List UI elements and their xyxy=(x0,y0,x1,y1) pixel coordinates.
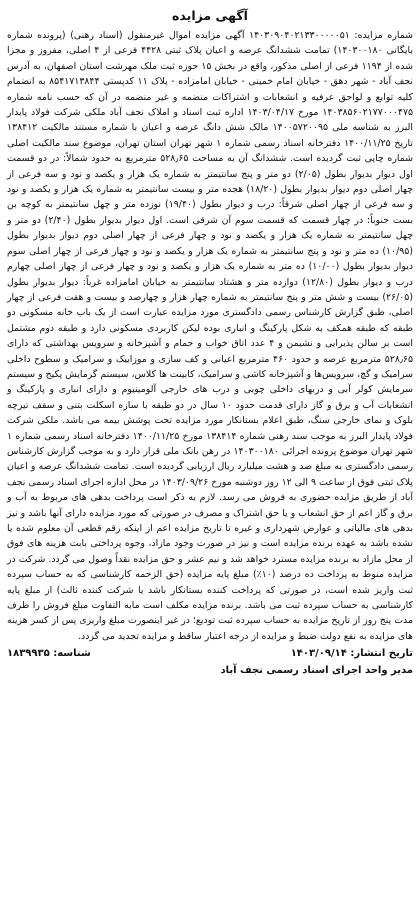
notice-id-value: ۱۸۳۹۹۳۵ xyxy=(7,648,50,660)
notice-signature: مدیر واحد اجرای اسناد رسمی نجف آباد xyxy=(220,665,413,677)
publish-date-value: ۱۴۰۳/۰۹/۱۴ xyxy=(290,648,347,660)
notice-body: شماره مزایده: ۱۴۰۳۰۹۰۴۰۲۱۳۳۰۰۰۰۰۵۱ آگهی مزایده اموال غیرمنقول (اسناد رهنی) (پرونده شماره بایگانی ۱۴۰۳۰۰۱۸۰) تمامت ششدانگ عرصه و اعیان پلاک ثبتی ۴۴۲۸ فرعی از ۴ اصلی، مفروز و مجزا شده از ۱۱۹۴ فرعی از اصلی مذکور، واقع در بخش ۱۵ حوزه ثبت ملک مهرشت استان اصفهان، به آدرس نجف آباد - شهر دهق - خیابان امام خمینی - خیابان امامزاده - پلاک ۱۱ کدپستی ۸۵۴۱۷۱۳۸۴۴ به انضمام کلیه توابع و لواحق عرفیه و انشعابات و اشتراکات منضمه و غیر منضمه در آن که حسب نامه شماره ۱۴۰۳۸۵۶۰۲۱۷۷۰۰۰۴۷۵ مورخ ۱۴۰۳/۰۴/۱۷ اداره ثبت اسناد و املاک نجف آباد ملکی شرکت فولاد پایدار البرز به شناسه ملی ۱۴۰۰۵۷۲۰۰۹۵ مالک شش دانگ عرصه و اعیان با شماره مستند مالکیت ۱۳۸۴۱۲ تاریخ ۱۴۰۰/۱۱/۲۵ دفترخانه اسناد رسمی شماره ۱ شهر تهران استان تهران، موضوع سند مالکیت اصلی شماره چاپی ثبت گردیده است. ششدانگ آن به مساحت ۵۲۸٫۶۵ مترمربع به حدود شمالاً: در دو قسمت اول دیوار بدیوار بطول (۲/۰۵) دو متر و پنج سانتیمتر به شماره یک هزار و یکصد و نود و سه فرعی از چهار اصلی دوم دیوار بدیوار بطول (۱۸/۲۰) هجده متر و بیست سانتیمتر به شماره یک هزار و یکصد و نود و سه فرعی از چهار اصلی شرقاً: درب و دیوار بطول (۱۹/۴۰) نوزده متر و چهل سانتیمتر به کوچه بن بست جنوباً: در چهار قسمت که قسمت سوم آن شرقی است. اول دیوار بدیوار بطول (۲/۴۰) دو متر و چهل سانتیمتر به شماره یک هزار و یکصد و نود و چهار فرعی از چهار اصلی دوم دیوار بدیوار بطول (۱۰/۹۵) ده متر و نود و پنج سانتیمتر به شماره یک هزار و یکصد و نود و چهار فرعی از چهار اصلی سوم دیوار بدیوار بطول (۱۰/۰۰) ده متر به شماره یک هزار و یکصد و نود و چهار فرعی از چهار اصلی چهارم درب و دیوار بطول (۱۲/۸۰) دوازده متر و هشتاد سانتیمتر به خیابان امامزاده غرباً: دیوار بدیوار بطول (۲۶/۰۵) بیست و شش متر و پنج سانتیمتر به شماره چهار هزار و چهارصد و بیست و هفت فرعی از چهار اصلی، طبق گزارش کارشناس رسمی دادگستری مورد مزایده عبارت است از یک باب خانه مسکونی دو طبقه که طبقه همکف به شکل پارکینگ و انباری بوده لیکن کاربردی مسکونی دارد و طبقه دوم مشتمل است بر سالن پذیرایی و نشیمن و ۴ عدد اتاق خواب و حمام و آشپزخانه و سرویس بهداشتی که دارای ۵۲۸٫۶۵ مترمربع عرصه و حدود ۴۶۰ مترمربع اعیانی و کف سازی و موزاییک و سرامیک و سطوح داخلی سرامیک و گچ، سرویس‌ها و آشپزخانه کاشی و سرامیک، کابینت ها کلاس، سیستم گرمایش پکیج و سیستم سرمایش کولر آبی و دربهای داخلی چوبی و درب های خارجی آلومینیوم و دارای انباری و پارکینگ و انشعابات آب و برق و گاز دارای قدمت حدود ۱۰ سال در دو طبقه با سازه اسکلت بتنی و سقف تیرچه بلوک و نمای خارجی سنگ، طبق اعلام بستانکار مورد مزایده تحت پوشش بیمه می باشد. ملکی شرکت فولاد پایدار البرز به موجب سند رهنی شماره ۱۳۸۴۱۴ مورخ ۱۴۰۰/۱۱/۲۵ دفترخانه اسناد رسمی شماره ۱ شهر تهران موضوع پرونده اجرائی ۱۴۰۳۰۰۱۸۰ در رهن بانک ملی قرار دارد و به موجب گزارش کارشناس رسمی دادگستری به مبلغ صد و هشت میلیارد ریال ارزیابی گردیده است. تمامت ششدانگ عرصه و اعیان پلاک ثبتی فوق از ساعت ۹ الی ۱۲ روز دوشنبه مورخ ۱۴۰۳/۰۹/۲۶ در محل اداره اجرای اسناد رسمی نجف آباد از طریق مزایده حضوری به فروش می رسد. لازم به ذکر است پرداخت بدهی های مربوط به آب و برق و گاز اعم از حق انشعاب و یا حق اشتراک و مصرف در صورتی که مورد مزایده دارای آنها باشد و نیز بدهی های مالیاتی و عوارض شهرداری و غیره تا تاریخ مزایده اعم از اینکه رقم قطعی آن معلوم شده یا نشده باشد به عهده برنده مزایده است و نیز در صورت وجود مازاد، وجوه پرداختی بابت هزینه های فوق از محل مازاد به برنده مزایده مسترد خواهد شد و نیم عشر و حق مزایده نقداً وصول می گردد. شرکت در مزایده منوط به پرداخت ده درصد (۱۰٪) مبلغ پایه مزایده (حق الزحمه کارشناسی که به حساب سپرده ثبت واریز شده است، در صورتی که پرداخت کننده بستانکار باشد یا شرکت کننده ثالث) از مبلغ پایه کارشناسی به حساب سپرده ثبت می باشد. برنده مزایده مکلف است مابه التفاوت مبلغ فروش را ظرف مدت پنج روز از تاریخ مزایده به حساب سپرده ثبت تودیع؛ در غیر اینصورت مبلغ واریزی پس از کسر هزینه های مزایده به نفع دولت ضبط و مزایده از درجه اعتبار ساقط و مزایده تجدید می گردد. xyxy=(7,30,414,642)
notice-meta xyxy=(7,646,413,662)
publish-date-label: تاریخ انتشار: xyxy=(350,648,413,660)
notice-title: آگهی مزایده xyxy=(172,8,248,23)
notice-id-label: شناسه: xyxy=(53,648,91,660)
notice-id-group xyxy=(7,646,91,662)
publish-date-group xyxy=(291,646,413,662)
